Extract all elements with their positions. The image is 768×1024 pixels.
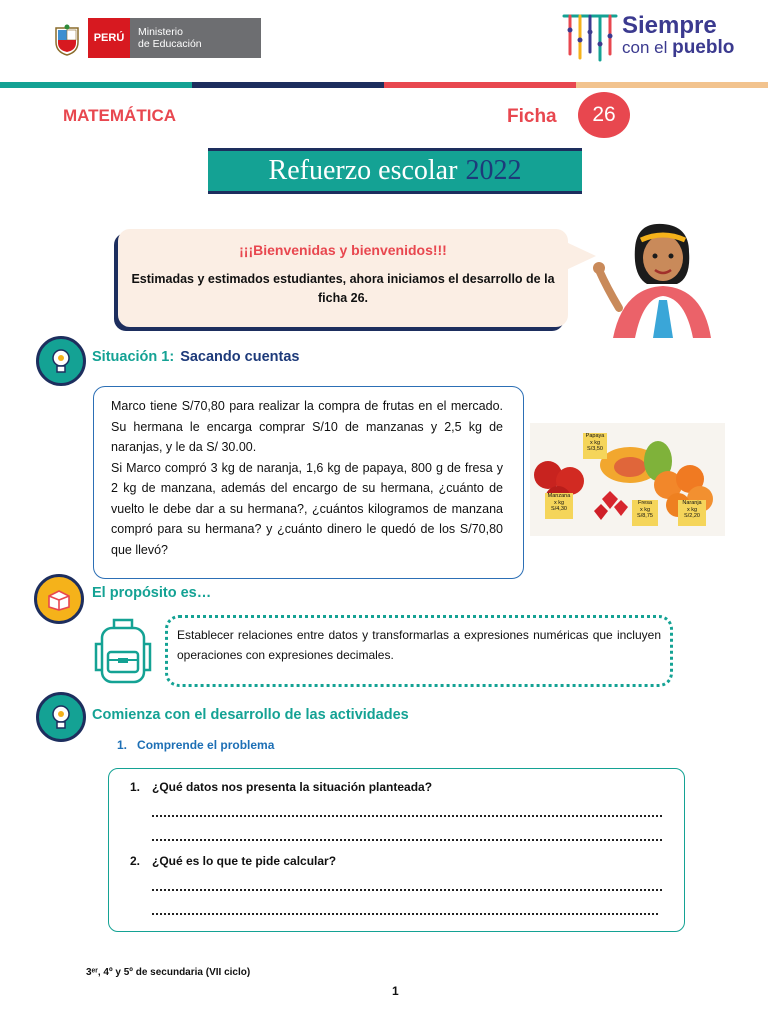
manzana-tag-price: S/4,30	[551, 506, 567, 512]
brand-title: Siempre	[622, 12, 717, 39]
papaya-tag-name: Papaya	[585, 433, 605, 439]
welcome-title: ¡¡¡Bienvenidas y bienvenidos!!!	[239, 242, 447, 258]
purpose-title: El propósito es…	[92, 585, 212, 601]
question-1-text: ¿Qué datos nos presenta la situación planteada?	[152, 780, 433, 794]
ficha-label: Ficha	[507, 106, 557, 127]
fruit-price-tag-naranja	[678, 500, 706, 526]
question-2-number: 2.	[130, 854, 141, 868]
stripe-navy	[192, 82, 384, 88]
page-number: 1	[392, 984, 399, 998]
step-number: 1.	[117, 738, 128, 752]
peru-label: PERÚ	[93, 32, 125, 44]
teacher-girl-illustration-icon	[593, 218, 721, 338]
fruit-price-tag-fresa	[632, 500, 658, 526]
backpack-icon	[92, 614, 154, 686]
brand-subtitle	[622, 39, 734, 57]
naranja-tag-price: S/2,20	[684, 513, 700, 519]
welcome-text: Estimadas y estimados estudiantes, ahora iniciamos el desarrollo de la ficha 26.	[131, 272, 555, 305]
open-box-icon	[34, 574, 84, 624]
ficha-number: 26	[592, 103, 616, 126]
situation-title: Sacando cuentas	[180, 349, 300, 365]
answer-line[interactable]	[152, 839, 662, 841]
naranja-tag-name: Naranja	[682, 500, 702, 506]
stripe-teal	[0, 82, 192, 88]
stripe-red	[384, 82, 576, 88]
ficha-number-badge	[578, 92, 630, 138]
refuerzo-banner	[208, 148, 582, 194]
manzana-tag-name: Manzana	[547, 493, 571, 499]
activities-title: Comienza con el desarrollo de las actividades	[92, 707, 409, 723]
fresa-tag-name: Fresa	[637, 500, 653, 506]
purpose-text: Establecer relaciones entre datos y transformarlas a expresiones numéricas que incluyen operaciones con expresiones decimales.	[177, 628, 661, 662]
question-1-number: 1.	[130, 780, 141, 794]
manzana-tag-unit: x kg	[553, 499, 565, 506]
answer-line[interactable]	[152, 913, 658, 915]
ministry-line2: de Educación	[138, 38, 202, 50]
lightbulb-icon	[36, 336, 86, 386]
peru-coat-of-arms-icon	[52, 24, 82, 56]
welcome-bubble-tail	[566, 242, 596, 270]
stripe-peach	[576, 82, 768, 88]
naranja-tag-unit: x kg	[686, 506, 698, 513]
situation-paragraph-2: Si Marco compró 3 kg de naranja, 1,6 kg de papaya, 800 g de fresa y 2 kg de manzana, además del encargo de su hermana, ¿cuánto de vuelto le debe dar a su hermana?, ¿cuántos kilogramos de manzana compró para su hermana? y ¿cuánto dinero le quedó de los S/70,80 que llevó?	[111, 460, 503, 557]
banner-year: 2022	[465, 155, 522, 186]
fresa-tag-unit: x kg	[639, 506, 651, 513]
situation-text	[111, 396, 503, 560]
brand-subtitle-a: con el	[622, 38, 673, 57]
brand-subtitle-b: pueblo	[672, 37, 735, 58]
papaya-tag-unit: x kg	[589, 439, 601, 446]
subject-title: MATEMÁTICA	[63, 106, 176, 125]
answer-line[interactable]	[152, 815, 662, 817]
situation-label: Situación 1:	[92, 349, 175, 365]
siempre-con-el-pueblo-logo-icon	[560, 10, 620, 66]
fruit-price-tag-papaya	[583, 433, 607, 459]
fruit-price-tag-manzana	[545, 493, 573, 519]
ministry-line1: Ministerio	[138, 26, 183, 38]
papaya-tag-price: S/3,50	[587, 446, 603, 452]
situation-heading	[92, 349, 299, 365]
step-label: Comprende el problema	[137, 738, 275, 752]
fresa-tag-price: S/8,75	[637, 513, 653, 519]
peru-logo	[88, 18, 130, 58]
answer-line[interactable]	[152, 889, 662, 891]
situation-paragraph-1: Marco tiene S/70,80 para realizar la compra de frutas en el mercado. Su hermana le encarga comprar S/10 de manzanas y 2,5 kg de naranjas, y le da S/ 30.00.	[111, 399, 503, 454]
lightbulb-icon	[36, 692, 86, 742]
ministry-logo	[130, 18, 261, 58]
step-heading	[117, 738, 274, 752]
grade-footer: 3ᵉʳ, 4º y 5º de secundaria (VII ciclo)	[86, 967, 251, 978]
banner-text: Refuerzo escolar	[268, 155, 458, 186]
question-2-text: ¿Qué es lo que te pide calcular?	[152, 854, 337, 868]
